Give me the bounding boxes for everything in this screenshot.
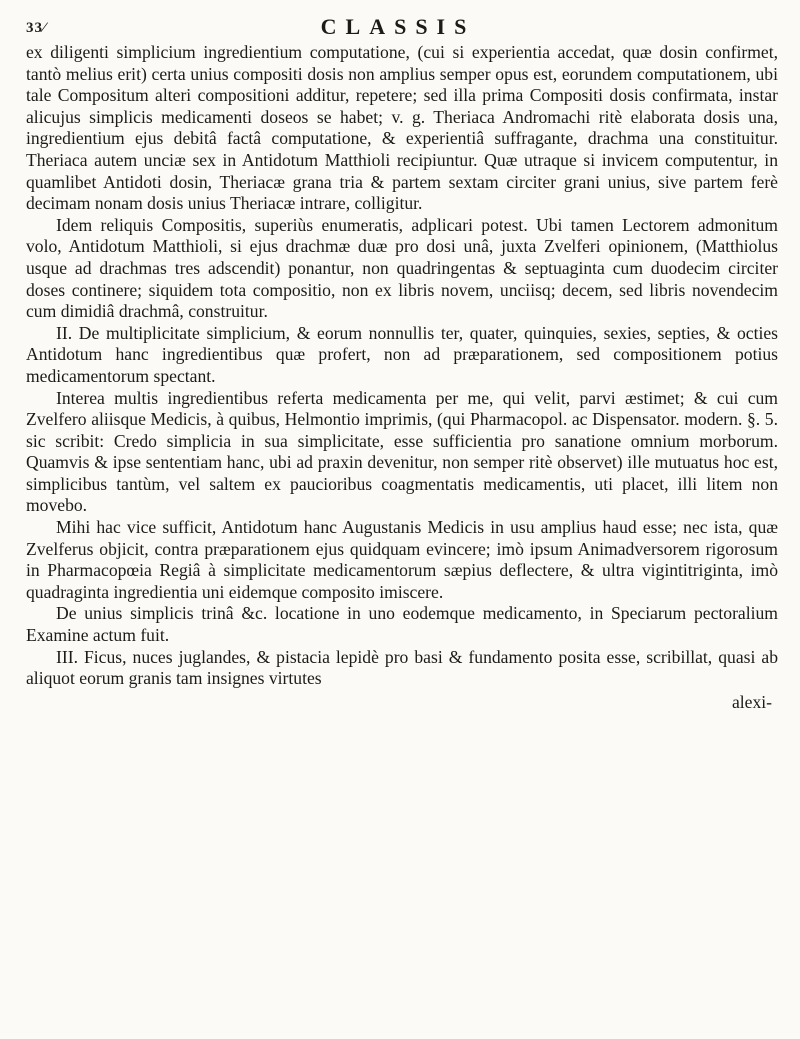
page-number: 33⁄: [26, 20, 47, 36]
paragraph: Interea multis ingredientibus referta medicamenta per me, qui velit, parvi æstimet; & cui cum Zvelfero aliisque Medicis, à quibus, Helmontio imprimis, (qui Pharmacopol. ac Dispensator. modern. §. 5. sic scribit: Credo simplicia in sua simplicitate, esse sufficientia pro sanatione omnium morborum. Quamvis & ipse sententiam hanc, ubi ad praxin devenitur, non semper ritè observet) ille mutuatus hoc est, simplicibus tantùm, vel saltem ex paucioribus coagmentatis medicamentis, uti placet, illi litem non movebo.: [26, 387, 778, 516]
paragraph: ex diligenti simplicium ingredientium computatione, (cui si experientia accedat, quæ dosin confirmet, tantò melius erit) certa unius compositi dosis non amplius semper opus est, eorundem computationem, ubi tale Compositum alteri compositioni additur, repetere; sed illa prima Compositi dosis confirmata, instar alicujus simplicis medicamenti doseos se habet; v. g. Theriaca Andromachi ritè elaborata dosis una, ingredientium ejus debitâ factâ computatione, & experientiâ suffragante, drachma una constituitur. Theriaca autem unciæ sex in Antidotum Matthioli recipiuntur. Quæ utraque si invicem computentur, in quamlibet Antidoti dosin, Theriacæ grana tria & partem sextam circiter grani unius, sive partem ferè decimam nonam dosis unius Theriacæ intrare, colligitur.: [26, 42, 778, 214]
catchword: alexi-: [731, 691, 772, 712]
body-text: [26, 42, 778, 713]
running-title: CLASSIS: [320, 14, 476, 39]
paragraph: II. De multiplicitate simplicium, & eorum nonnullis ter, quater, quinquies, sexies, septies, & octies Antidotum hanc ingredientibus quæ profert, non ad præparationem, sed compositionem potius medicamentorum spectant.: [26, 322, 778, 386]
paragraph: Mihi hac vice sufficit, Antidotum hanc Augustanis Medicis in usu amplius haud esse; nec ista, quæ Zvelferus objicit, contra præparationem ejus quidquam evincere; imò ipsum Animadversorem rigorosum in Pharmacopœia Regiâ à simplicitate medicamentorum sæpius deflectere, & ultra vigintitriginta, imò quadraginta ingredientia uni eidemque composito imiscere.: [26, 517, 778, 602]
paragraph: III. Ficus, nuces juglandes, & pistacia lepidè pro basi & fundamento posita esse, scribillat, quasi ab aliquot eorum granis tam insignes virtutes: [26, 646, 778, 689]
paragraph: Idem reliquis Compositis, superiùs enumeratis, adplicari potest. Ubi tamen Lectorem admonitum volo, Antidotum Matthioli, si ejus drachmæ duæ pro dosi unâ, juxta Zvelferi opinionem, (Matthiolus usque ad drachmas tres adscendit) ponantur, non quadringentas & septuaginta cum duodecim circiter doses continere; siquidem tota compositio, non ex libris novem, unciisq; decem, sed libris novendecim cum dimidiâ drachmâ, construitur.: [26, 214, 778, 322]
paragraph: De unius simplicis trinâ &c. locatione in uno eodemque medicamento, in Speciarum pectoralium Examine actum fuit.: [26, 603, 778, 646]
page-header: [26, 14, 770, 42]
